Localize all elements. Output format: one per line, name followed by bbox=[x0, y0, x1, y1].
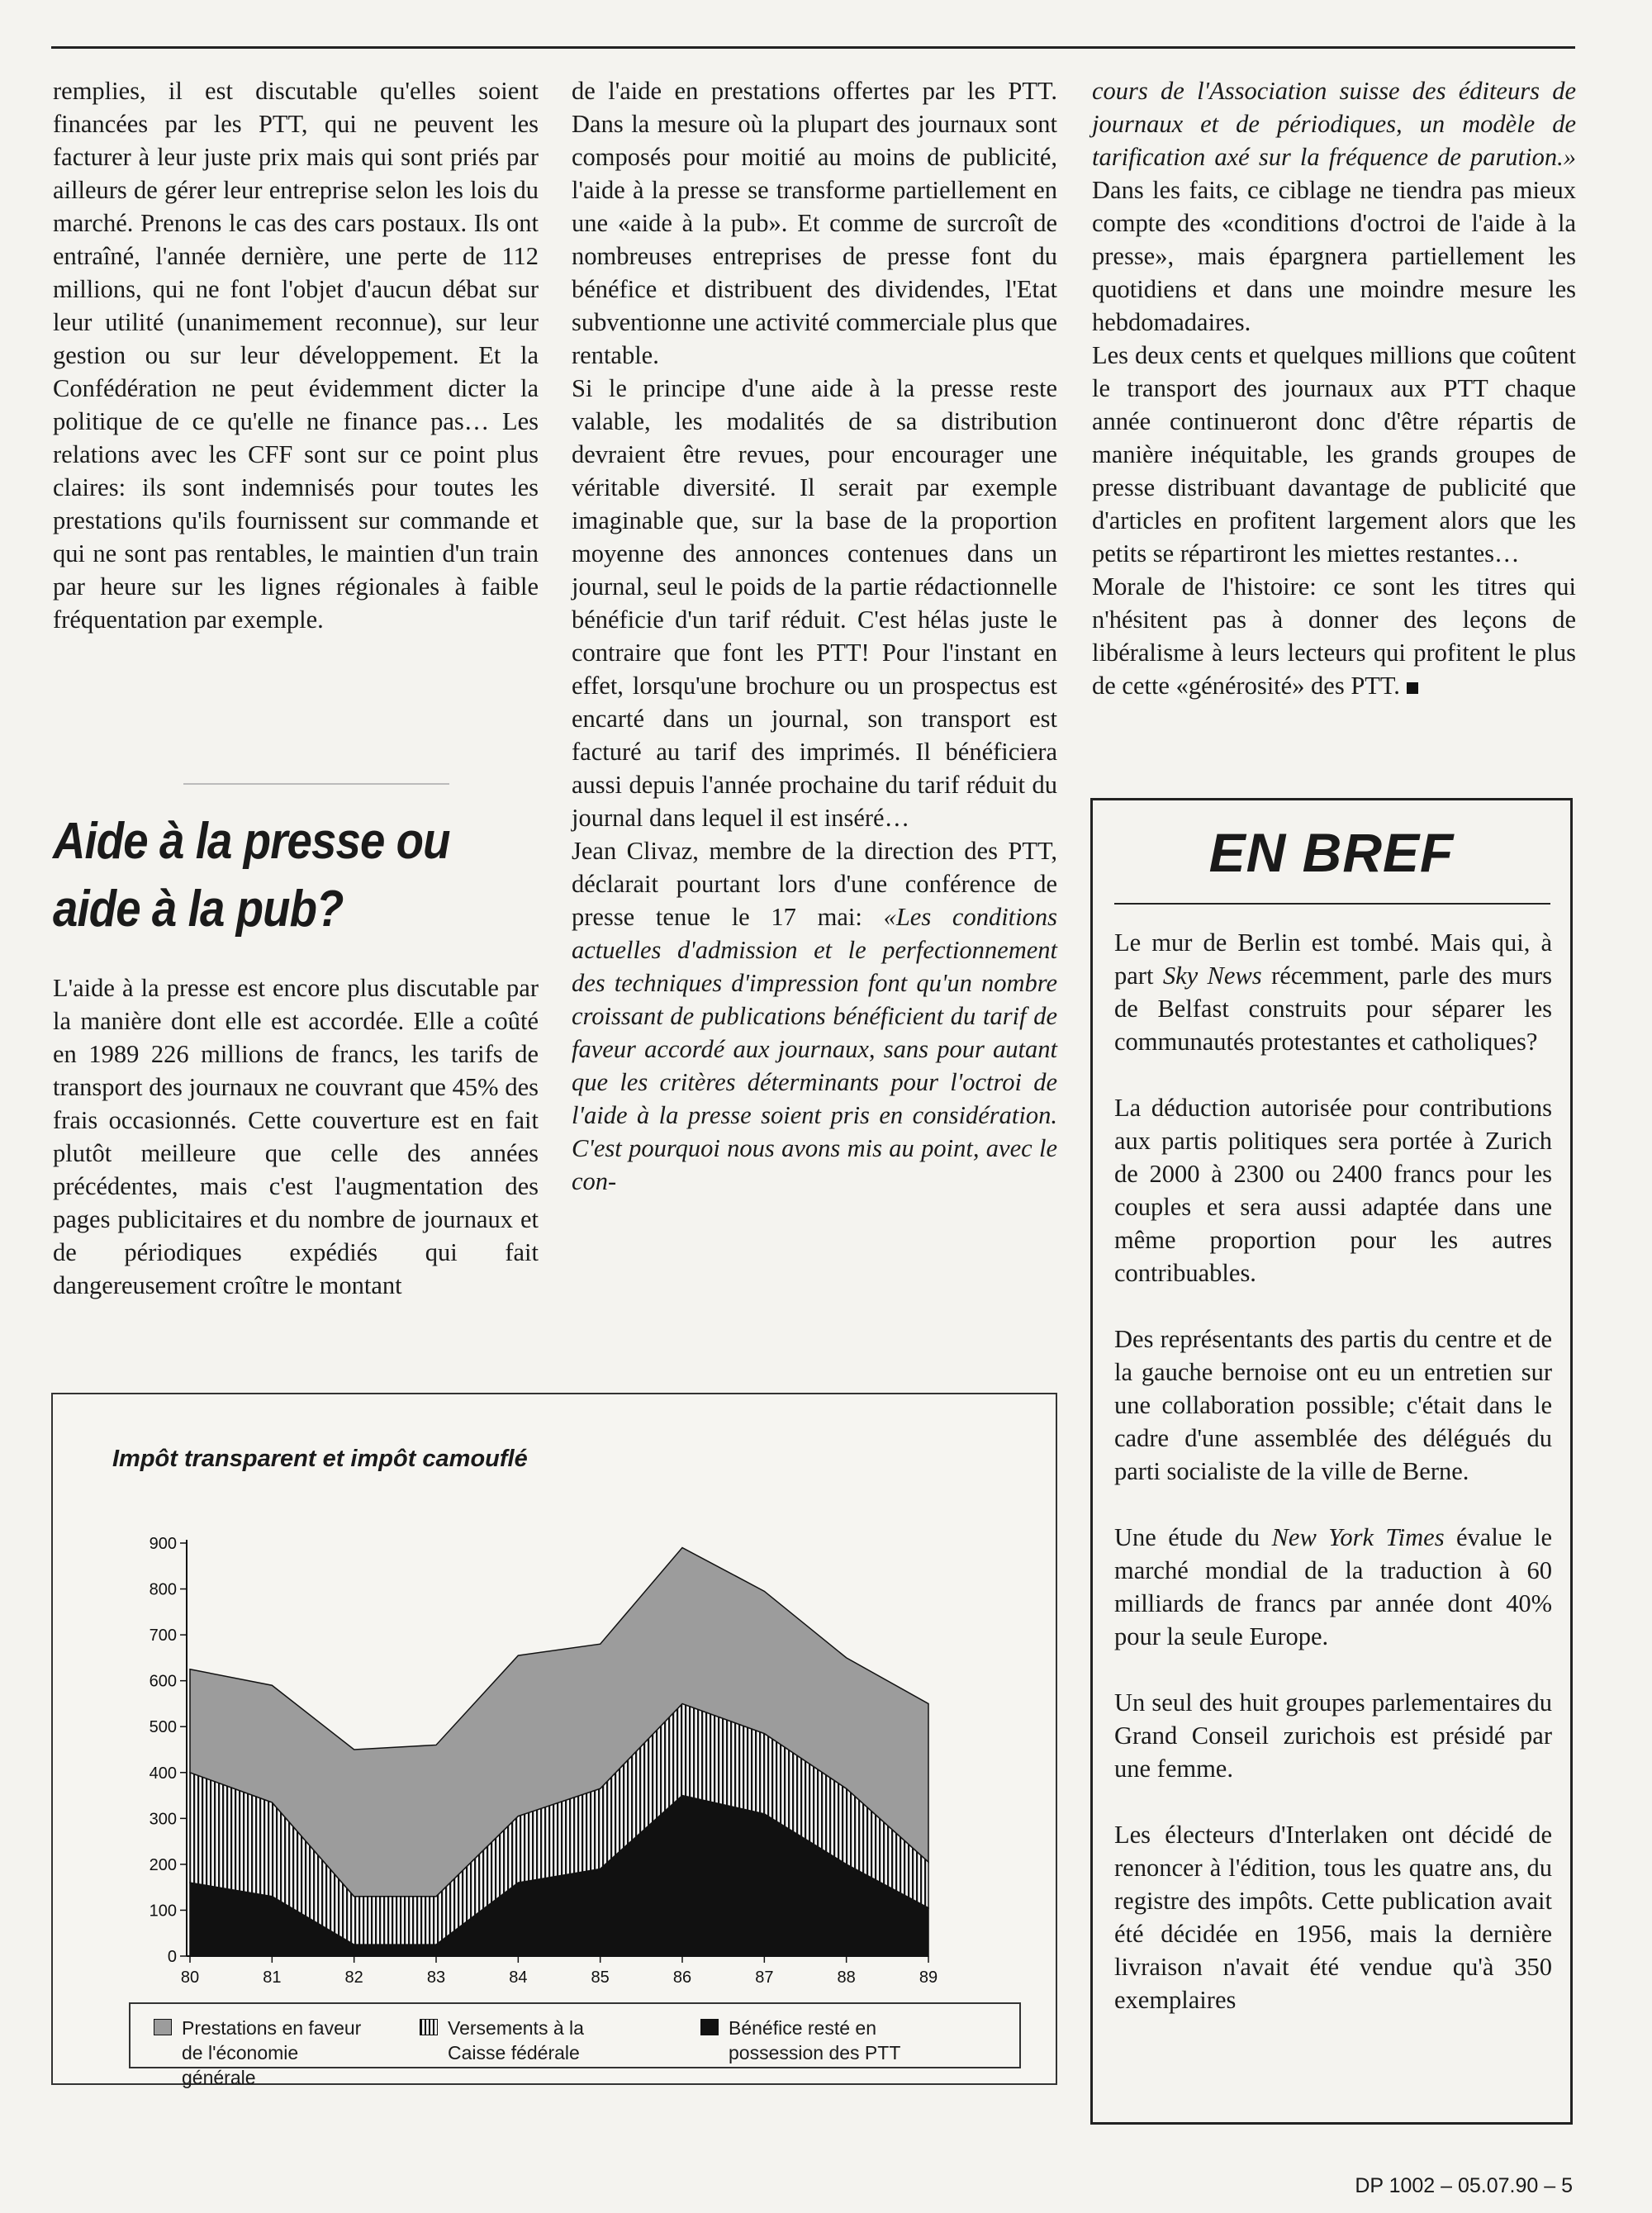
y-tick-label: 400 bbox=[149, 1764, 177, 1783]
x-tick-label: 85 bbox=[591, 1968, 610, 1987]
article-column-2 bbox=[572, 74, 1057, 1198]
en-bref-list bbox=[1114, 926, 1552, 2016]
article-column-1 bbox=[53, 74, 539, 636]
heading-line-1: Aide à la presse ou bbox=[53, 813, 450, 870]
en-bref-title: EN BREF bbox=[1208, 822, 1455, 883]
legend-label: Prestations en faveur bbox=[182, 2017, 362, 2039]
chart-title: Impôt transparent et impôt camouflé bbox=[112, 1446, 528, 1472]
paragraph-col1-top: remplies, il est discutable qu'elles soient financées par les PTT, qui ne peuvent les facturer à leur juste prix mais qui sont priés par ailleurs de gérer leur entreprise selon les lois du marché. Prenons le cas des cars postaux. Ils ont entraîné, l'année dernière, une perte de 112 millions, qui ne font l'objet d'aucun débat sur leur utilité (unanimement reconnue), sur leur gestion ou sur leur développement. Et la Confédération ne peut évidemment dicter la politique de ce qu'elle ne finance pas… Les relations avec les CFF sont sur ce point plus claires: ils sont indemnisés pour toutes les prestations qu'ils fournissent sur commande et qui ne sont pas rentables, le maintien d'un train par heure sur les lignes régionales à faible fréquentation par exemple. bbox=[53, 77, 539, 634]
article-column-3 bbox=[1092, 74, 1576, 702]
heading-line-2: aide à la pub? bbox=[53, 881, 344, 938]
end-of-article-icon bbox=[1407, 682, 1418, 694]
y-tick-label: 600 bbox=[149, 1672, 177, 1691]
brief-item: Un seul des huit groupes parlementaires du Grand Conseil zurichois est présidé par une femme. bbox=[1114, 1688, 1552, 1783]
section-heading bbox=[53, 808, 489, 943]
legend-item bbox=[420, 2016, 629, 2065]
legend-label: Bénéfice resté en bbox=[729, 2017, 877, 2039]
y-tick-label: 500 bbox=[149, 1718, 177, 1737]
y-tick-label: 700 bbox=[149, 1627, 177, 1646]
quote-followup: Dans les faits, ce ciblage ne tiendra pas mieux compte des «conditions d'octroi de l'aide à la presse», mais épargnera partiellement les quotidiens et dans une moindre mesure les hebdomadaires. bbox=[1092, 176, 1576, 336]
quote-intro: Jean Clivaz, membre de la direction des PTT, déclarait pourtant lors d'une conférence de presse tenue le 17 mai: bbox=[572, 837, 1057, 931]
brief-source: Sky News bbox=[1162, 962, 1262, 990]
page-footer: DP 1002 – 05.07.90 – 5 bbox=[1355, 2174, 1573, 2197]
top-rule bbox=[51, 46, 1575, 49]
legend-swatch-black bbox=[700, 2019, 719, 2035]
article-column-1-continued bbox=[53, 971, 539, 1302]
brief-item bbox=[1114, 926, 1552, 1058]
paragraph-col1-bottom: L'aide à la presse est encore plus discutable par la manière dont elle est accordée. Elle a coûté en 1989 226 millions de francs, les tarifs de transport des journaux ne couvrant que 45% des frais occasionnés. Cette couverture est en fait plutôt meilleure que celle des années précédentes, mais c'est l'augmentation des pages publicitaires et du nombre de journaux et de périodiques expédiés qui fait dangereusement croître le montant bbox=[53, 974, 539, 1299]
en-bref-rule bbox=[1114, 903, 1550, 905]
legend-item bbox=[154, 2016, 363, 2090]
quote-italic: «Les conditions actuelles d'admission et le perfectionnement des techniques d'impression font qu'un nombre croissant de publications bénéficient du tarif de faveur accordé aux journaux, sans pour autant que les critères déterminants pour l'octroi de l'aide à la presse soient pris en considération. C'est pourquoi nous avons mis au point, avec le con- bbox=[572, 903, 1057, 1195]
y-tick-label: 100 bbox=[149, 1902, 177, 1921]
quote-continued: cours de l'Association suisse des éditeurs de journaux et de périodiques, un modèle de tarification axé sur la fréquence de parution.» bbox=[1092, 77, 1576, 171]
paragraph-col2-3 bbox=[572, 834, 1057, 1198]
legend-label: de l'économie générale bbox=[182, 2042, 299, 2088]
legend-swatch-grey bbox=[154, 2019, 172, 2035]
x-tick-label: 82 bbox=[344, 1968, 363, 1987]
chart-frame bbox=[51, 1393, 1057, 2088]
paragraph-col2-2: Si le principe d'une aide à la presse reste valable, les modalités de sa distribution devraient être revues, pour encourager une véritable diversité. Il serait par exemple imaginable que, sur la base de la proportion moyenne des annonces contenues dans un journal, seul le poids de la partie rédactionnelle bénéficie d'un tarif réduit. C'est hélas juste le contraire que font les PTT! Pour l'instant en effet, lorsqu'une brochure ou un prospectus est encarté dans un journal, son transport est facturé au tarif des imprimés. Il bénéficiera aussi depuis l'année prochaine du tarif réduit du journal dans lequel il est inséré… bbox=[572, 374, 1057, 832]
legend-label: Caisse fédérale bbox=[448, 2042, 580, 2063]
x-tick-label: 87 bbox=[755, 1968, 774, 1987]
y-tick-label: 300 bbox=[149, 1810, 177, 1829]
brief-text: Le mur de Berlin est tombé. Mais qui, à part bbox=[1114, 928, 1552, 990]
x-tick-label: 80 bbox=[180, 1968, 200, 1987]
x-tick-label: 88 bbox=[837, 1968, 856, 1987]
x-tick-label: 81 bbox=[263, 1968, 282, 1987]
paragraph-col3-2: Les deux cents et quelques millions que coûtent le transport des journaux aux PTT chaque année continueront donc d'être répartis de manière inéquitable, les grands groupes de presse distribuant davantage de publicité que d'articles en profitent largement alors que les petits se répartiront les miettes restantes… bbox=[1092, 341, 1576, 567]
paragraph-col2-1: de l'aide en prestations offertes par les PTT. Dans la mesure où la plupart des journaux sont composés pour moitié au moins de publicité, l'aide à la presse se transforme partiellement en une «aide à la pub». Et comme de surcroît de nombreuses entreprises de presse font du bénéfice et distribuent des dividendes, l'Etat subventionne une activité commerciale plus que rentable. bbox=[572, 77, 1057, 369]
section-divider bbox=[183, 783, 449, 785]
brief-item: La déduction autorisée pour contributions aux partis politiques sera portée à Zurich de 2000 à 2300 ou 2400 francs pour les couples et sera aussi adaptée dans une même proportion pour les autres contribuables. bbox=[1114, 1094, 1552, 1287]
brief-item: Des représentants des partis du centre et de la gauche bernoise ont eu un entretien sur une collaboration possible; c'était dans le cadre d'une assemblée des délégués du parti socialiste de la ville de Berne. bbox=[1114, 1325, 1552, 1485]
x-tick-label: 89 bbox=[919, 1968, 938, 1987]
paragraph-col3-1 bbox=[1092, 74, 1576, 339]
y-tick-label: 0 bbox=[167, 1948, 177, 1966]
chart-legend bbox=[129, 2002, 1021, 2088]
brief-item: Les électeurs d'Interlaken ont décidé de renoncer à l'édition, tous les quatre ans, du registre des impôts. Cette publication avait été décidée en 1956, mais la dernière livraison n'avait été vendue qu'à 350 exemplaires bbox=[1114, 1821, 1552, 2014]
legend-swatch-striped bbox=[420, 2019, 438, 2035]
brief-item bbox=[1114, 1521, 1552, 1653]
x-tick-label: 83 bbox=[426, 1968, 446, 1987]
y-tick-label: 900 bbox=[149, 1535, 177, 1553]
conclusion-text: Morale de l'histoire: ce sont les titres qui n'hésitent pas à donner des leçons de libéralisme à leurs lecteurs qui profitent le plus de cette «générosité» des PTT. bbox=[1092, 572, 1576, 700]
legend-item bbox=[700, 2016, 910, 2065]
x-tick-label: 84 bbox=[509, 1968, 528, 1987]
brief-text: évalue le marché mondial de la traduction à 60 milliards de francs par année dont 40% pour la seule Europe. bbox=[1114, 1523, 1552, 1650]
en-bref-box bbox=[1090, 798, 1573, 2125]
brief-text: Une étude du bbox=[1114, 1523, 1272, 1551]
y-tick-label: 800 bbox=[149, 1580, 177, 1599]
paragraph-col3-3 bbox=[1092, 570, 1576, 702]
x-tick-label: 86 bbox=[672, 1968, 692, 1987]
brief-source: New York Times bbox=[1271, 1523, 1445, 1551]
y-tick-label: 200 bbox=[149, 1855, 177, 1874]
brief-text: récemment, parle des murs de Belfast construits pour séparer les communautés protestantes et catholiques? bbox=[1114, 962, 1552, 1056]
legend-label: Versements à la bbox=[448, 2017, 584, 2039]
legend-label: possession des PTT bbox=[729, 2042, 901, 2063]
stacked-area-chart bbox=[53, 1394, 1056, 1997]
